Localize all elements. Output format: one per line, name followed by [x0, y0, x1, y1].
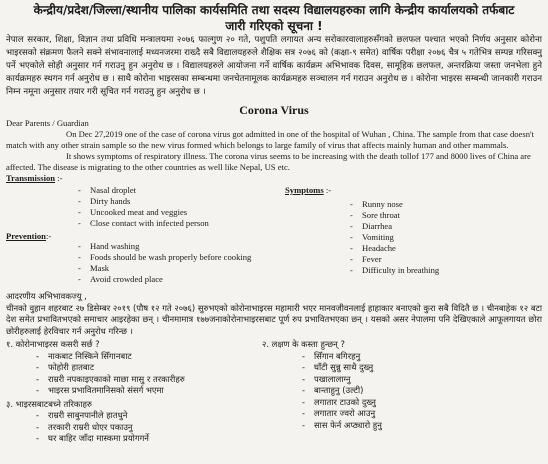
np-sec3-title: ३. भाइरसबाटबच्ने तरिकाहरु: [6, 398, 92, 409]
list-item: - Uncooked meat and veggies: [78, 207, 209, 218]
prevention-list: [78, 241, 251, 285]
np-sections: [0, 337, 548, 447]
np-sec1-title: १. कोरोनाभाइरस कसरी सर्छ ?: [6, 339, 100, 349]
list-item: - भाइरस प्रभावितमानिसको संसर्ग भएमा: [36, 385, 256, 397]
list-item: - लगातार टाउको दुख्नु: [302, 397, 542, 409]
list-item: - Nasal droplet: [78, 185, 209, 196]
symptoms-label: Symptoms: [285, 185, 324, 195]
list-item: - तरकारी राम्ररी धोएर पकाउनु: [36, 422, 256, 434]
paragraph-2: It shows symptoms of respiratory illness. The corona virus seems to be increasing with the death tollof 177 and 8000 lives of China are affected. The disease is migrating to the other countries as well like Nepal, US etc.: [6, 151, 531, 172]
list-item: - घाँटी सुन्नु साथै दुख्नु: [302, 362, 542, 374]
list-item: - राम्ररी नपकाइएकाको माछा मासु र तरकारीहरु: [36, 374, 256, 386]
list-item: - Difficulty in breathing: [350, 265, 439, 276]
list-item: - पखालालाग्नु: [302, 374, 542, 386]
list-item: - लगातार ज्वरो आउनु: [302, 408, 542, 420]
header-line-2: जारी गरिएको सूचना !: [225, 19, 323, 33]
notice-header: [0, 0, 548, 34]
paragraph-1: On Dec 27,2019 one of the case of corona virus got admitted in one of the hospital of Wuhan , China. The sample from that case doesn't match with any other strain sample so the new virus formed which belongs to large family of virus that affects mainly human and other mammals.: [6, 129, 534, 150]
list-item: - Runny nose: [350, 199, 439, 210]
prevention-label: Prevention: [6, 231, 46, 241]
list-item: - नाकबाट निस्किने सिँगानबाट: [36, 351, 256, 363]
list-item: - Mask: [78, 263, 251, 274]
list-item: - फोहोरी हातबाट: [36, 362, 256, 374]
list-item: - Close contact with infected person: [78, 218, 209, 229]
greeting: Dear Parents / Guardian: [6, 118, 89, 128]
np-sec3-list: [6, 410, 256, 445]
transmission-symptoms-block: Transmission :- - Nasal droplet - Dirty hands - Uncooked meat and veggies - Close contact with infected person Symptoms :-: [0, 173, 548, 231]
header-line-1: केन्द्रीय/प्रदेश/जिल्ला/स्थानीय पालिका कार्यसमिति तथा सदस्य विद्यालयहरुका लागि केन्द्रीय कार्यालयको तर्फबाट: [33, 3, 515, 17]
list-item: - Dirty hands: [78, 196, 209, 207]
list-item: - Sore throat: [350, 210, 439, 221]
list-item: - Vomiting: [350, 232, 439, 243]
transmission-list: [78, 185, 209, 229]
symptoms-list: [350, 199, 439, 276]
list-item: - सास फेर्न अप्ठ्यारो हुनु: [302, 420, 542, 432]
intro-paragraph-np: नेपाल सरकार, शिक्षा, विज्ञान तथा प्रविधि मन्त्रालयमा २०७६ फाल्गुण २० गते, पशुपति लगायत अन्य सरोकारवालाहरुसँगको छलफल पश्चात भएको निर्णय अनुसार कोरोना भाइरसको संक्रमण फैलने सक्ने संभावनालाई मध्यनजरमा राख्दै सबै विद्यालयहरुले शैक्षिक सत्र २०७६ को (कक्षा-९ समेत) वार्षिक परीक्षा २०७६ चैत्र ५ गतेभित्र सम्पन्न गरिसक्नु पर्ने भएकोले सोही अनुसार गर्न गराउनु हुन अनुरोध छ । विद्यालयहरुले आयोजना गर्ने वार्षिक कार्यक्रम अभिभावक दिवस, सामूहिक छलफल, अन्तरक्रिया जस्ता जनभेला हुने कार्यक्रमहरु स्थगन गर्न अनुरोध छ । साथै कोरोना भाइरसका सम्बन्धमा जनचेतनामूलक कार्यक्रमहरु सञ्चालन गर्न गराउन अनुरोध छ । कोरोना भाइरस सम्बन्धी जानकारी गराउन निम्न नमूना अनुसार तयार गरी सूचित गर्न गराउनु हुन अनुरोध छ ।: [6, 35, 542, 97]
np-sec1-list: [6, 351, 256, 397]
np-salutation: आदरणीय अभिभावकज्यू ,: [6, 291, 87, 301]
list-item: - Fever: [350, 254, 439, 265]
np-paragraph: चीनको वुहान शहरबाट २७ डिसेम्बर २०१९ (पौष १२ गते २०७६) सुरुभएको कोरोनाभाइरस महामारी भएर मानवजीवनलाई हाहाकार बनाएको कुरा सबै विदितै छ । चीनबाहेक १२ बटा देश समेत प्रभावितभएको समाचार आइरहेका छन् । चीनमामात्र १७७जनाकोरोनाभाइरसबाट पूर्ण रुप प्रभावितभएका छन् । यसको असर नेपालमा पनि देखिएकाले आफूलगायत छोरा छोरीहरुलाई हेरविचार गर्न अनुरोध गरिन्छ ।: [6, 302, 542, 336]
list-item: - Hand washing: [78, 241, 251, 252]
transmission-label: Transmission: [6, 173, 56, 183]
list-item: - बान्ताहुनु (उल्टी): [302, 385, 542, 397]
np-sec2-title: २. लक्षण के कस्ता हुन्छन् ?: [262, 339, 345, 349]
list-item: - राम्ररी साबुनपानीले हातधुने: [36, 410, 256, 422]
corona-title: Corona Virus: [239, 103, 309, 117]
list-item: - सिँगान बगिरहनु: [302, 351, 542, 363]
np-sec2-list: [262, 351, 542, 432]
list-item: - घर बाहिर जाँदा मास्कमा प्रयोगगर्ने: [36, 433, 256, 445]
list-item: - Avoid crowded place: [78, 274, 251, 285]
list-item: - Diarrhea: [350, 221, 439, 232]
list-item: - Foods should be wash properly before cooking: [78, 252, 251, 263]
prevention-block: Prevention:- - Hand washing - Foods should be wash properly before cooking - Mask - Avoid crowded place - Runny nose - Sore throat - Diarrhea - Vomiting - Headache - Fever - Difficulty in breathing: [0, 231, 548, 289]
list-item: - Headache: [350, 243, 439, 254]
